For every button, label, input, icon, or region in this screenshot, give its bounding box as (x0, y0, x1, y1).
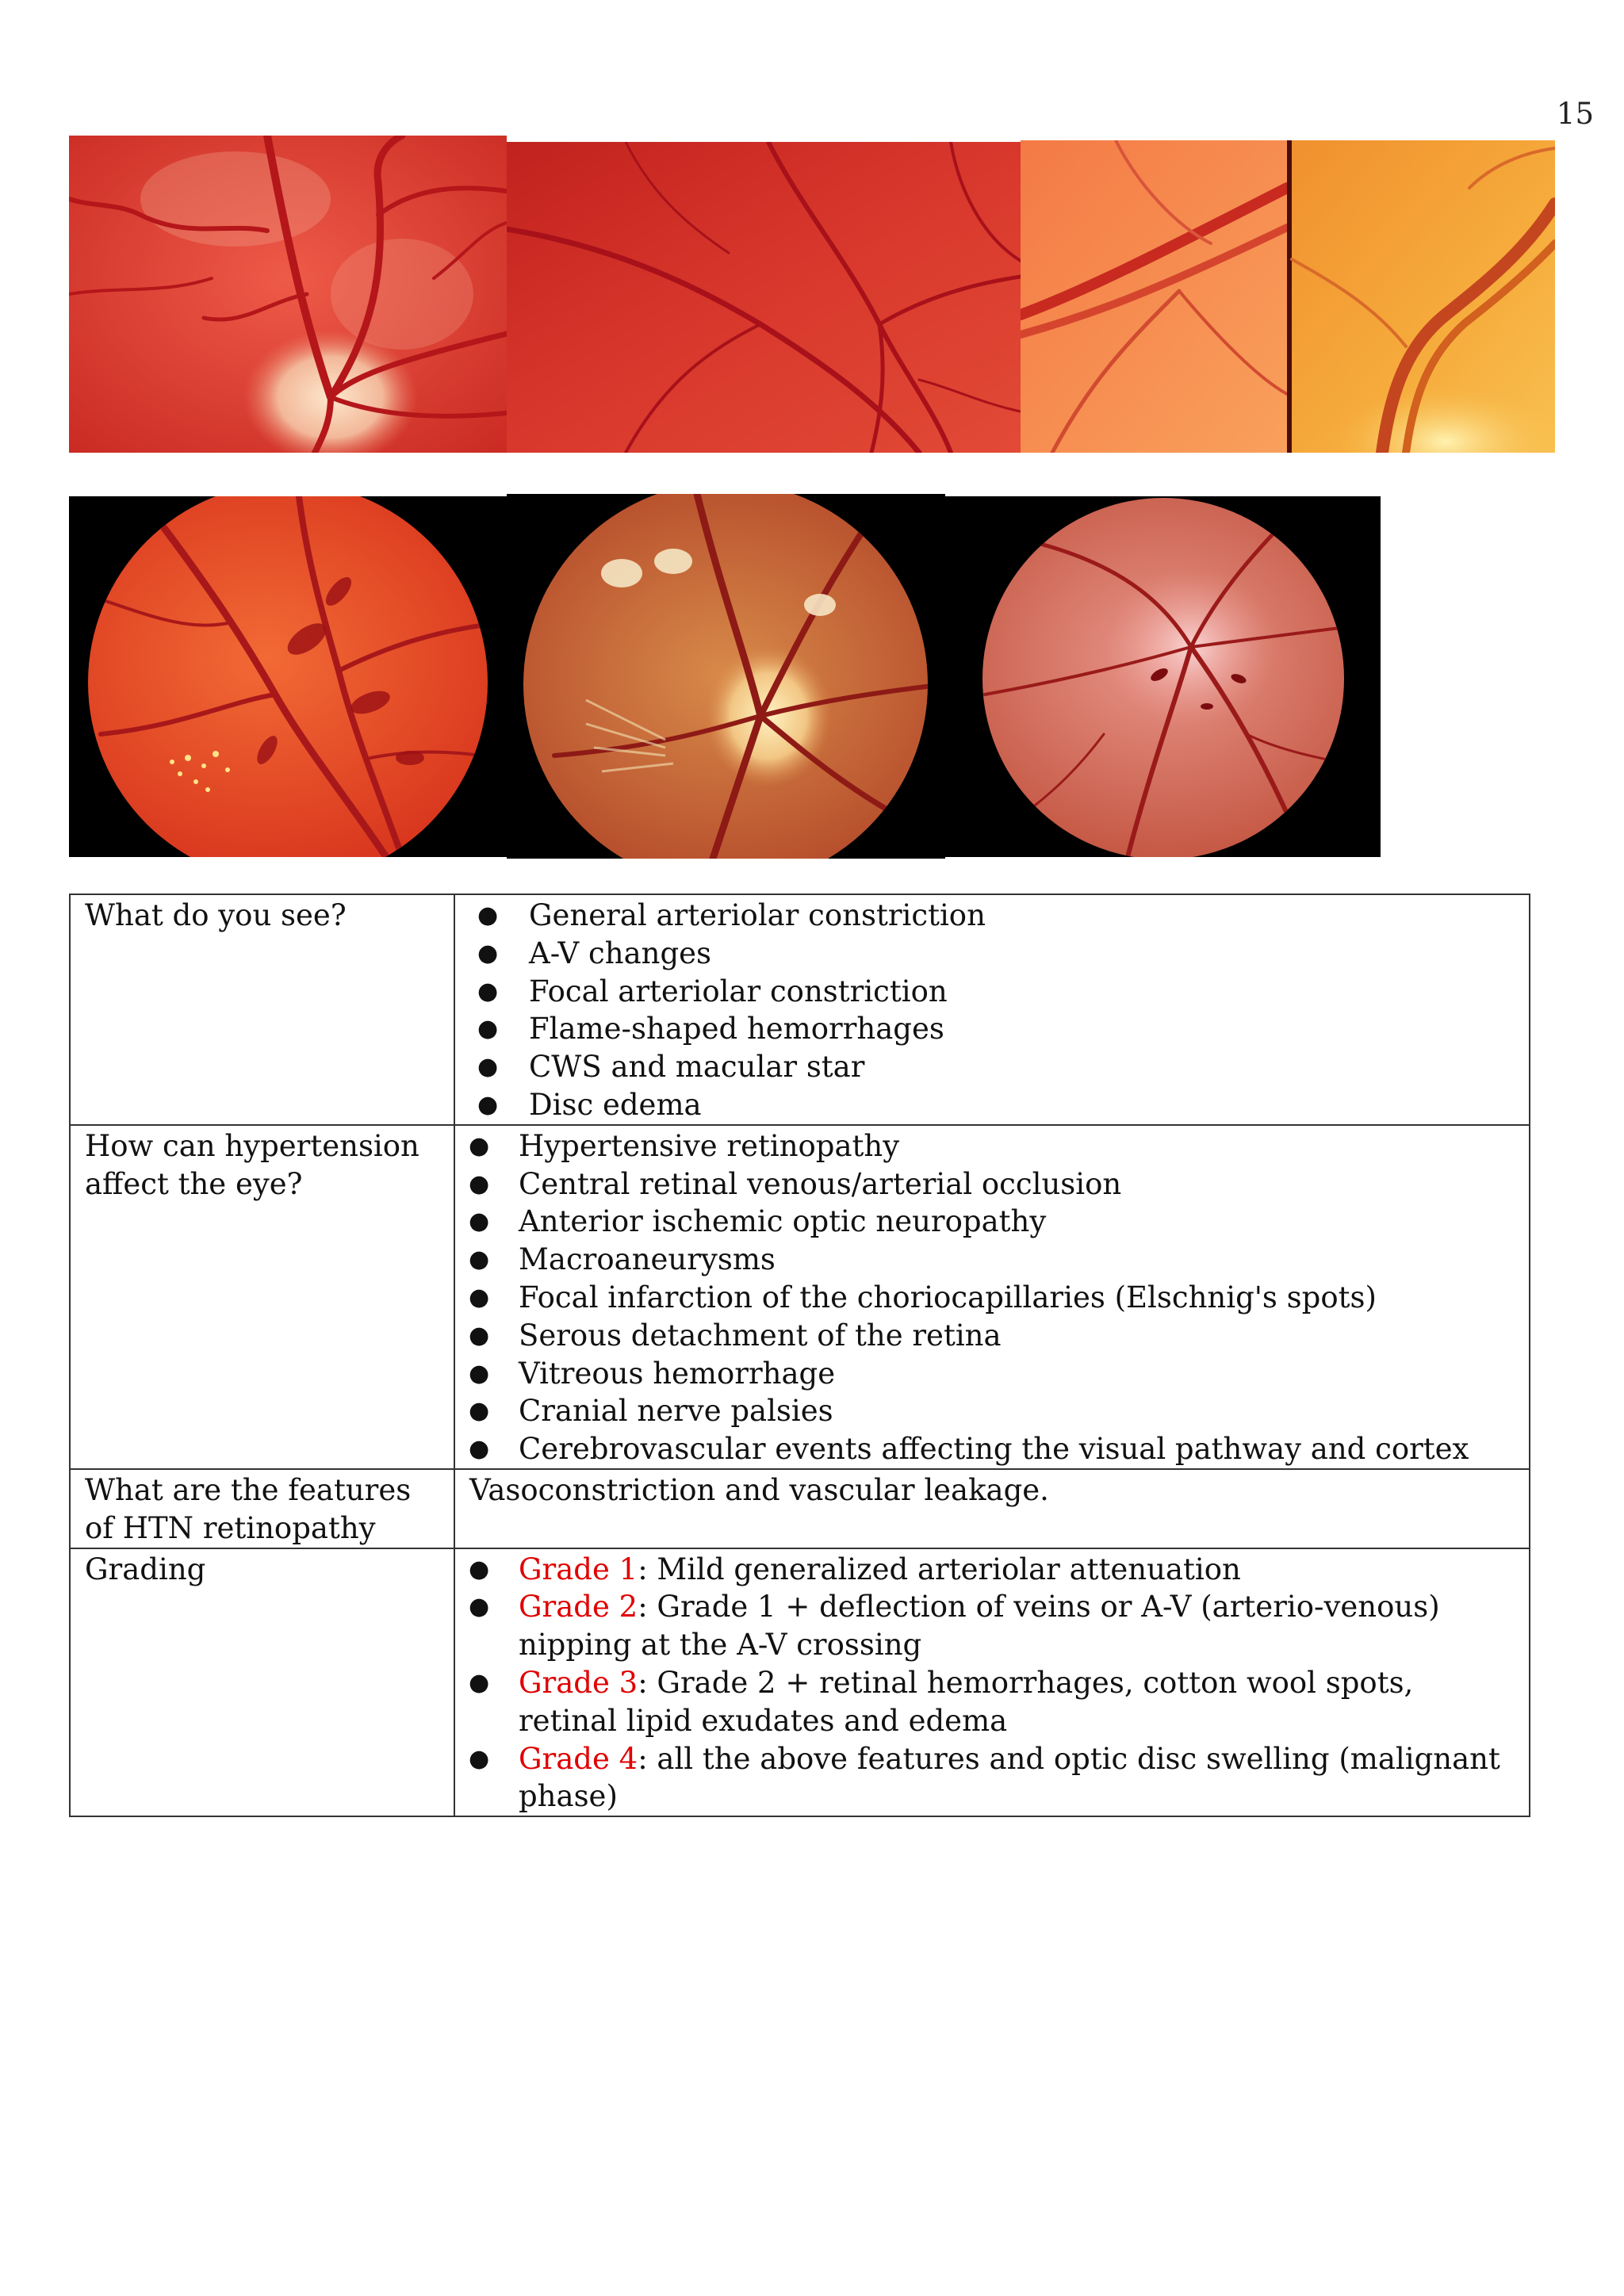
list-item: ● Flame-shaped hemorrhages (477, 1012, 944, 1047)
grade-label: Grade 2 (519, 1590, 638, 1624)
list-item: ● Focal infarction of the choriocapillaries (Elschnig's spots) (469, 1280, 1377, 1314)
question-cell: What are the features of HTN retinopathy (70, 1469, 454, 1548)
list-item-grade-2: ● Grade 2: Grade 1 + deflection of veins or A-V (arterio-venous) nipping at the A-V crossing (469, 1590, 1440, 1663)
list-item: ● Cranial nerve palsies (469, 1394, 833, 1429)
list-item: ● Central retinal venous/arterial occlusion (469, 1166, 1122, 1201)
list-item-grade-4: ● Grade 4: all the above features and optic disc swelling (malignant phase) (469, 1741, 1500, 1814)
list-item: ● Macroaneurysms (469, 1242, 776, 1277)
grade-label: Grade 1 (519, 1552, 638, 1586)
list-item-grade-1: ● Grade 1: Mild generalized arteriolar attenuation (469, 1552, 1241, 1586)
table-row-grading (70, 1548, 1530, 1817)
answer-text: Vasoconstriction and vascular leakage. (469, 1472, 1049, 1507)
list-item: ● Focal arteriolar constriction (477, 974, 948, 1008)
question-cell: Grading (70, 1548, 454, 1817)
list-item: ● A-V changes (477, 936, 712, 970)
table-row-htn-features (70, 1469, 1530, 1548)
fundus-photo-av-nicking-right (1287, 140, 1555, 453)
fundus-photo-flame-hemorrhages (69, 496, 507, 857)
grade-label: Grade 3 (519, 1665, 638, 1700)
list-item: ● Disc edema (477, 1087, 702, 1122)
list-item: ● Vitreous hemorrhage (469, 1356, 836, 1391)
answer-cell (454, 894, 1530, 1125)
question-cell: How can hypertension affect the eye? (70, 1125, 454, 1469)
list-item: ● Anterior ischemic optic neuropathy (469, 1204, 1047, 1239)
list-item: ● Hypertensive retinopathy (469, 1128, 900, 1163)
fundus-photo-av-nicking-left (1021, 140, 1287, 453)
qa-table (69, 894, 1530, 1817)
fundus-photo-cws-macular-star (507, 494, 945, 859)
list-item: ● CWS and macular star (477, 1050, 865, 1085)
list-item: ● General arteriolar constriction (477, 898, 986, 932)
answer-cell (454, 1125, 1530, 1469)
question-cell: What do you see? (70, 894, 454, 1125)
grade-label: Grade 4 (519, 1741, 638, 1776)
list-item: ● Serous detachment of the retina (469, 1318, 1002, 1353)
table-row-what-do-you-see (70, 894, 1530, 1125)
fundus-photo-disc-edema (945, 496, 1381, 857)
fundus-photo-arteriolar-narrowing (69, 136, 507, 453)
list-item: ● Cerebrovascular events affecting the visual pathway and cortex (469, 1432, 1469, 1467)
answer-cell (454, 1548, 1530, 1817)
table-row-hypertension-effects (70, 1125, 1530, 1469)
page-number: 15 (1556, 97, 1594, 131)
fundus-photo-arteriolar-constriction (507, 142, 1021, 453)
list-item-grade-3: ● Grade 3: Grade 2 + retinal hemorrhages, cotton wool spots, retinal lipid exudates and edema (469, 1665, 1414, 1738)
answer-cell (454, 1469, 1530, 1548)
